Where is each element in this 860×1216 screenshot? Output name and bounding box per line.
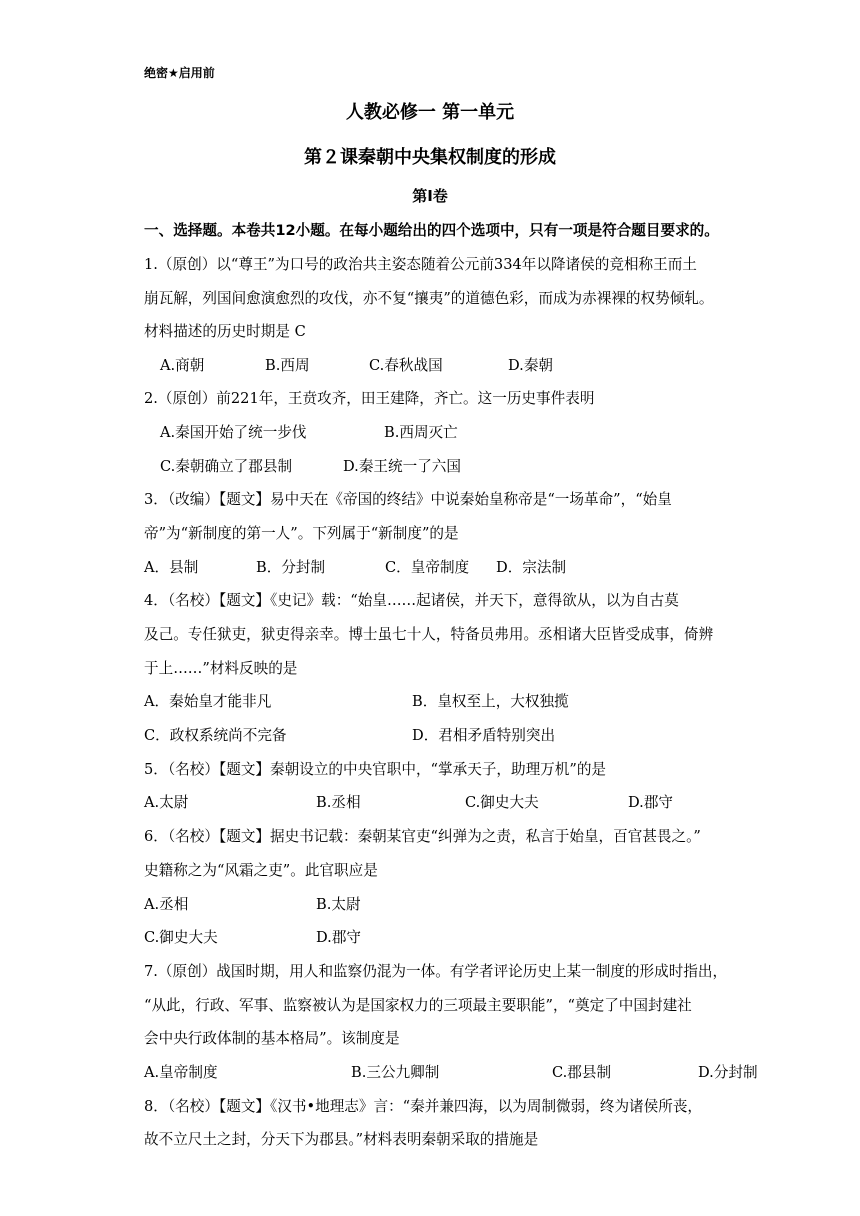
question-6-option-d: D.郡守	[316, 929, 362, 946]
question-6-option-a: A.丞相	[144, 896, 189, 913]
question-1-line-2: 崩瓦解，列国间愈演愈烈的攻伐，亦不复“攘夷”的道德色彩，而成为赤裸裸的权势倾轧。	[144, 290, 714, 307]
question-1-option-b: B.西周	[265, 357, 310, 374]
question-1-option-d: D.秦朝	[508, 357, 554, 374]
question-5-option-d: D.郡守	[628, 794, 674, 811]
question-2-option-d: D.秦王统一了六国	[343, 458, 461, 475]
question-3-option-a: A．县制	[144, 559, 199, 576]
question-6-line-1: 6．（名校）【题文】据史书记载：秦朝某官吏“纠弹为之责，私言于始皇，百官甚畏之。”	[144, 828, 701, 845]
question-7-option-a: A.皇帝制度	[144, 1064, 218, 1081]
question-1-option-c: C.春秋战国	[369, 357, 443, 374]
question-1-line-3: 材料描述的历史时期是 C	[144, 323, 306, 340]
question-4-option-a: A．秦始皇才能非凡	[144, 693, 272, 710]
question-6-line-2: 史籍称之为“风霜之吏”。此官职应是	[144, 862, 378, 879]
question-5-option-c: C.御史大夫	[465, 794, 539, 811]
question-5-option-b: B.丞相	[316, 794, 361, 811]
question-5-option-a: A.太尉	[144, 794, 189, 811]
lesson-title: 第２课秦朝中央集权制度的形成	[304, 147, 556, 168]
question-3-option-c: C．皇帝制度	[385, 559, 470, 576]
question-4-option-c: C．政权系统尚不完备	[144, 727, 287, 744]
question-7-line-3: 会中央行政体制的基本格局”。该制度是	[144, 1030, 400, 1047]
question-8-line-2: 故不立尺土之封，分天下为郡县。”材料表明秦朝采取的措施是	[144, 1131, 539, 1148]
secret-mark: 绝密★启用前	[144, 66, 215, 80]
question-7-option-d: D.分封制	[698, 1064, 758, 1081]
question-7-option-b: B.三公九卿制	[351, 1064, 440, 1081]
question-2-line-1: 2.（原创）前221年，王贲攻齐，田王建降，齐亡。这一历史事件表明	[144, 390, 595, 407]
question-6-option-c: C.御史大夫	[144, 929, 218, 946]
question-4-line-1: 4．（名校）【题文】《史记》载：“始皇……起诸侯，并天下，意得欲从，以为自古莫	[144, 592, 679, 609]
question-2-option-c: C.秦朝确立了郡县制	[160, 458, 293, 475]
course-title: 人教必修一 第一单元	[345, 102, 515, 123]
question-7-line-2: “从此，行政、军事、监察被认为是国家权力的三项最主要职能”，“奠定了中国封建社	[144, 997, 692, 1014]
question-3-option-b: B．分封制	[256, 559, 326, 576]
question-8-line-1: 8．（名校）【题文】《汉书•地理志》言：“秦并兼四海，以为周制微弱，终为诸侯所丧，	[144, 1098, 703, 1115]
question-1-line-1: 1.（原创）以“尊王”为口号的政治共主姿态随着公元前334年以降诸侯的竞相称王而土	[144, 256, 697, 273]
question-3-line-2: 帝”为“新制度的第一人”。下列属于“新制度”的是	[144, 525, 459, 542]
question-7-option-c: C.郡县制	[552, 1064, 612, 1081]
question-2-option-a: A.秦国开始了统一步伐	[160, 424, 307, 441]
section-instructions: 一、选择题。本卷共12小题。在每小题给出的四个选项中，只有一项是符合题目要求的。	[144, 222, 719, 239]
question-3-option-d: D．宗法制	[496, 559, 567, 576]
question-5-line-1: 5．（名校）【题文】秦朝设立的中央官职中，“掌承天子，助理万机”的是	[144, 761, 607, 778]
question-3-line-1: 3．（改编）【题文】易中天在《帝国的终结》中说秦始皇称帝是“一场革命”，“始皇	[144, 491, 672, 508]
question-7-line-1: 7.（原创）战国时期，用人和监察仍混为一体。有学者评论历史上某一制度的形成时指出，	[144, 963, 728, 980]
volume-label: 第Ⅰ卷	[412, 187, 448, 205]
question-4-line-2: 及己。专任狱吏，狱吏得亲幸。博士虽七十人，特备员弗用。丞相诸大臣皆受成事，倚辨	[144, 626, 714, 643]
question-6-option-b: B.太尉	[316, 896, 361, 913]
question-4-option-d: D．君相矛盾特别突出	[412, 727, 556, 744]
question-1-option-a: A.商朝	[160, 357, 205, 374]
question-4-line-3: 于上……”材料反映的是	[144, 660, 298, 677]
question-2-option-b: B.西周灭亡	[384, 424, 458, 441]
question-4-option-b: B．皇权至上，大权独揽	[412, 693, 569, 710]
